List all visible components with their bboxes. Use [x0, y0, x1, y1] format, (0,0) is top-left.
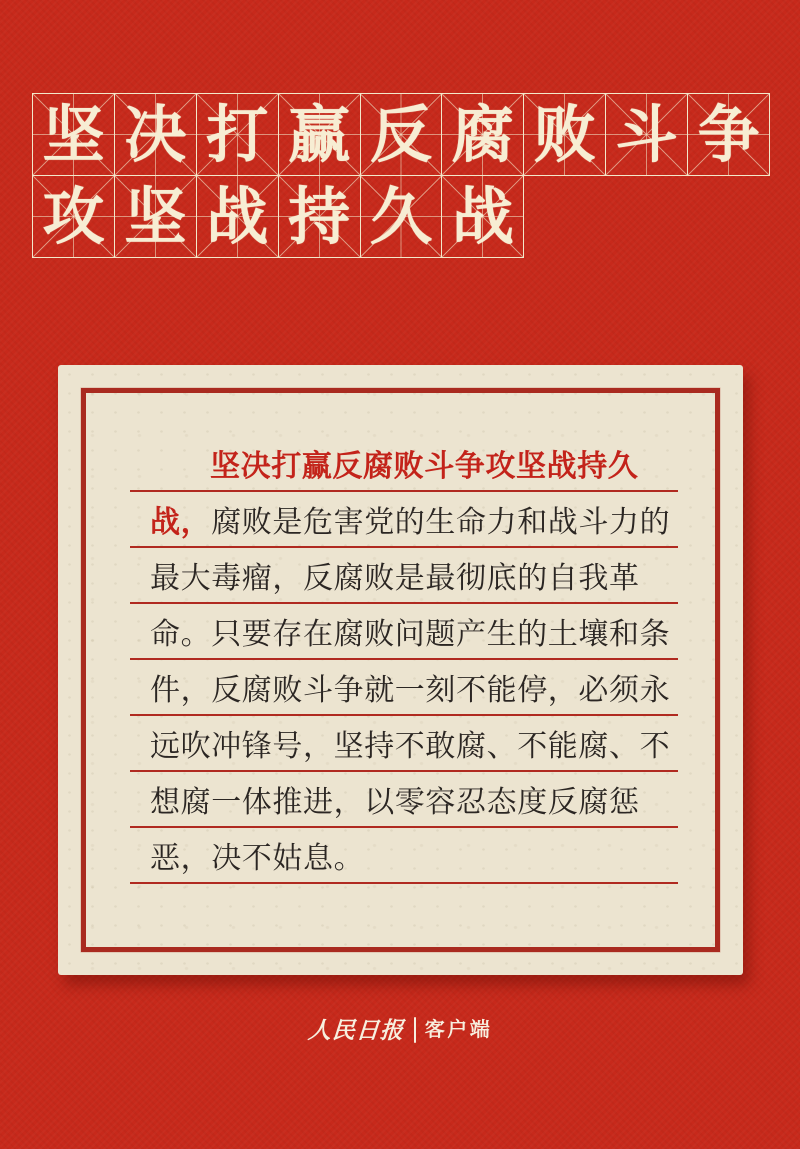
mizige-grid-cell: [32, 175, 115, 258]
divider-bar: [414, 1017, 416, 1043]
peoples-daily-masthead: 人民日报: [306, 1016, 405, 1044]
text-line: [130, 604, 678, 660]
text-line: [130, 828, 678, 884]
accent-text: 战，: [150, 506, 212, 539]
calligraphy-character: 斗: [615, 97, 678, 171]
text-line: [130, 716, 678, 772]
calligraphy-character: 战: [206, 179, 269, 253]
calligraphy-banner: [32, 93, 770, 258]
calligraphy-character: 持: [288, 179, 351, 253]
calligraphy-character: 打: [206, 97, 269, 171]
text-line: [130, 660, 678, 716]
calligraphy-character: 赢: [288, 97, 351, 171]
text-line: [130, 548, 678, 604]
mizige-grid-cell: [278, 93, 361, 176]
mizige-grid-cell: [605, 93, 688, 176]
banner-row: [32, 93, 770, 176]
mizige-grid-cell: [523, 93, 606, 176]
calligraphy-character: 坚: [124, 179, 187, 253]
mizige-grid-cell: [360, 175, 443, 258]
calligraphy-character: 坚: [42, 97, 105, 171]
body-text: 命。只要存在腐败问题产生的土壤和条: [150, 618, 671, 651]
body-text: 远吹冲锋号，坚持不敢腐、不能腐、不: [150, 730, 671, 763]
mizige-grid-cell: [32, 93, 115, 176]
mizige-grid-cell: [441, 93, 524, 176]
paper-card: [58, 365, 743, 975]
text-line: [130, 772, 678, 828]
accent-text: 坚决打赢反腐败斗争攻坚战持久: [210, 450, 639, 483]
mizige-grid-cell: [196, 175, 279, 258]
mizige-grid-cell: [441, 175, 524, 258]
calligraphy-character: 久: [370, 179, 433, 253]
mizige-grid-cell: [114, 93, 197, 176]
body-text: 恶，决不姑息。: [150, 842, 365, 875]
text-line: [130, 436, 678, 492]
mizige-grid-cell: [114, 175, 197, 258]
mizige-grid-cell: [687, 93, 770, 176]
calligraphy-character: 争: [697, 97, 760, 171]
mizige-grid-cell: [278, 175, 361, 258]
body-text: 件，反腐败斗争就一刻不能停，必须永: [150, 674, 671, 707]
calligraphy-character: 战: [451, 179, 514, 253]
calligraphy-character: 败: [533, 97, 596, 171]
client-label: 客户端: [424, 1019, 493, 1041]
calligraphy-character: 反: [370, 97, 433, 171]
mizige-grid-cell: [360, 93, 443, 176]
body-text: 想腐一体推进，以零容忍态度反腐惩: [150, 786, 640, 819]
banner-row: [32, 175, 770, 258]
calligraphy-character: 腐: [451, 97, 514, 171]
text-line: [130, 492, 678, 548]
footer-logo: [0, 1008, 800, 1052]
mizige-grid-cell: [196, 93, 279, 176]
body-text: 腐败是危害党的生命力和战斗力的: [211, 506, 671, 539]
calligraphy-character: 攻: [42, 179, 105, 253]
calligraphy-character: 决: [124, 97, 187, 171]
ruled-text: [130, 436, 678, 884]
body-text: 最大毒瘤，反腐败是最彻底的自我革: [150, 562, 640, 595]
